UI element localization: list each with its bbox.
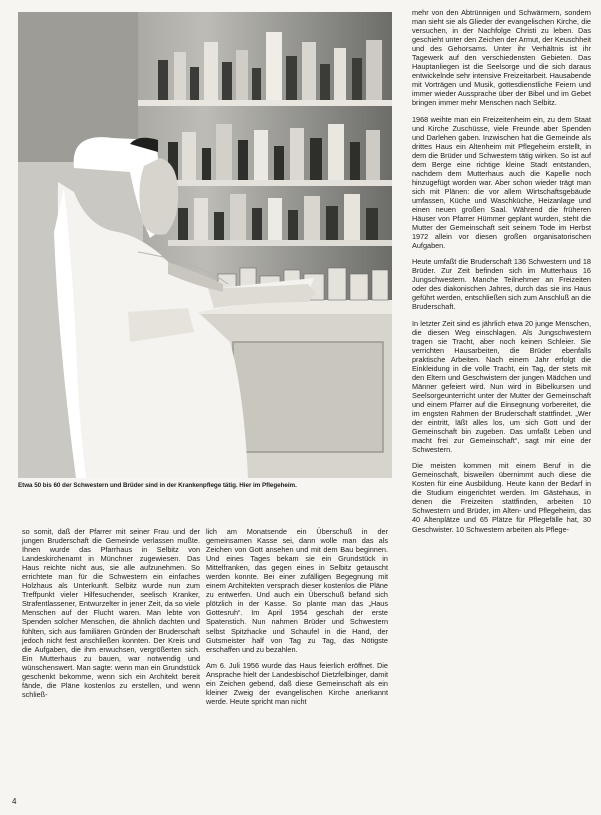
paragraph: mehr von den Abtrünnigen und Schwärmern, sondern man sieht sie als Glieder der evangelischen Kirche, die versuchen, in der Nachfolge Christi zu leben. Das geschieht unter den Zeichen der Armut, der Keuschheit und des Gehorsams. Unter ihr Verhältnis ist ihr Tagewerk auf den verschiedensten Gebieten. Das Hauptanliegen ist die Seelsorge und die sich daraus entwickelnde sehr intensive Freizeitarbeit. Hausabende mit Vorträgen und Musik, gottesdienstliche Feiern und immer wieder Aussprache über der Bibel und im Gebet bringen immer mehr Menschen nach Selbitz. xyxy=(412,8,591,108)
paragraph: Am 6. Juli 1956 wurde das Haus feierlich eröffnet. Die Ansprache hielt der Landesbischof Dietzfelbinger, damit ein Zeichen gebend, daß diese Gemeinschaft als ein kleiner Zweig der evangelischen Kirche anerkannt werde. Heute spricht man nicht xyxy=(206,660,388,706)
photo-caption: Etwa 50 bis 60 der Schwestern und Brüder sind in der Krankenpflege tätig. Hier im Pflegeheim. xyxy=(18,482,297,489)
paragraph: so somit, daß der Pfarrer mit seiner Frau und der jungen Bruderschaft die Gemeinde verlassen mußte. Ihnen wurde das Pfarrhaus in Selbitz von Landeskirchenamt in Münchner zugewiesen. Das Haus reichte nicht aus, sie alle aufzunehmen. So errichtete man für die Schwestern ein einfaches Holzhaus als Unterkunft. Selbitz wurde nun zum Treffpunkt vieler Hilfesuchender, seelisch Kranker, Strafentlassener, Entwurzelter in jener Zeit, da so viele Menschen auf der Flucht waren. Man lebte von Spenden solcher Menschen, die ähnlich dachten und fühlten, sich aus familiären Gründen der Bruderschaft jedoch nicht fest anschließen konnten. Der Kreis und die Aufgaben, die ihm erwuchsen, vergrößerten sich. Ein Mutterhaus zu bauen, war notwendig und wünschenswert. Man sagte: wenn man ein Grundstück geschenkt bekomme, wenn sich ein Architekt bereit fände, die Pläne kostenlos zu erstellen, und wenn schließ- xyxy=(22,527,200,699)
middle-column xyxy=(206,527,388,713)
nurse-photo xyxy=(18,12,392,478)
paragraph: In letzter Zeit sind es jährlich etwa 20 junge Menschen, die diesen Weg einschlagen. Als Jungschwestern tragen sie Tracht, aber noch keinen Schleier. Sie verrichten Hausarbeiten, die Brüder ebenfalls praktische Arbeiten. Nach einem Jahr erfolgt die Einkleidung in die volle Tracht, ein Tag, der stets mit den Eltern und Geschwistern der jungen Mädchen und Männer gefeiert wird. Nun wird in Bibelkursen und Seelsorgeunterricht unter der Mutter der Gemeinschaft und einem Pfarrer auf die Einsegnung vorbereitet, die im engsten Rahmen der Bruderschaft stattfindet. „Wer der eintritt, läßt alles los, um sich Gott und der Gemeinschaft bin zugeben. Das umfaßt Leben und macht frei zur Gemeinschaft“, sagt mir eine der Schwestern. xyxy=(412,318,591,455)
pharmacy-shelves-illustration xyxy=(18,12,392,478)
paragraph: lich am Monatsende ein Überschuß in der gemeinsamen Kasse sei, dann wolle man das als Zeichen von Gott ansehen und mit dem Bau beginnen. Und eines Tages bekam sie ein Grundstück in Mittelfranken, das gegen eines in Selbitz getauscht werden konnte. Bei einer zufälligen Begegnung mit einem Architekten versprach dieser kostenlos die Pläne zu entwerfen. Und auch ein Überschuß befand sich plötzlich in der Kasse. So plante man das „Haus Gottesruh“. Im April 1954 geschah der erste Spatenstich. Nun nahmen Brüder und Schwestern selbst Spitzhacke und Schaufel in die Hand, der Gutsmeister half von Tag zu Tag, das Nötigste erschaffen und zu bezahlen. xyxy=(206,527,388,654)
paragraph: 1968 weihte man ein Freizeitenheim ein, zu dem Staat und Kirche Zuschüsse, viele Freunde aber Spenden und Darlehen gaben. Inzwischen hat die Gemeinde als drittes Haus ein Altenheim mit Pflegeheim erstellt, in dem die Brüder und Schwestern tätig wirken. So ist auf dem Berge eine richtige kleine Stadt entstanden, nachdem dem Mutterhaus auch die Kapelle noch hinzugefügt worden war. Aber schon wieder trägt man sich mit Plänen: die vor allem Wirtschaftsgebäude umfassen, Küche und Waschküche, Heizanlage und einen neuen großen Saal. Während die früheren Häuser von Pfarrer Hümmer geplant wurden, steht die Mutter der Gemeinschaft seit seinem Tode im Herbst 1972 allein vor diesen großen organisatorischen Aufgaben. xyxy=(412,114,591,251)
paragraph: Die meisten kommen mit einem Beruf in die Gemeinschaft, bisweilen übernimmt auch diese die Kosten für eine Ausbildung. Heute kann der Bedarf in die Studium eingerichtet werden. Im Gästehaus, in denen die Freizeiten stattfinden, arbeiten 10 Schwestern und Brüder, im Alten- und Pflegeheim, das 40 Altenplätze und 65 Plätze für Pflegefälle hat, 30 Geschwister. 10 Schwestern arbeiten als Pflege- xyxy=(412,461,591,534)
right-column xyxy=(412,8,591,541)
left-column xyxy=(22,527,200,706)
paragraph: Heute umfaßt die Bruderschaft 136 Schwestern und 18 Brüder. Zur Zeit befinden sich im Mutterhaus 16 Jungschwestern. Manche Teilnehmer an Freizeiten oder des diakonischen Jahres, durch das sie ins Haus geführt werden, entschließen sich zum Anschluß an die Bruderschaft. xyxy=(412,257,591,312)
page-number: 4 xyxy=(12,797,17,806)
